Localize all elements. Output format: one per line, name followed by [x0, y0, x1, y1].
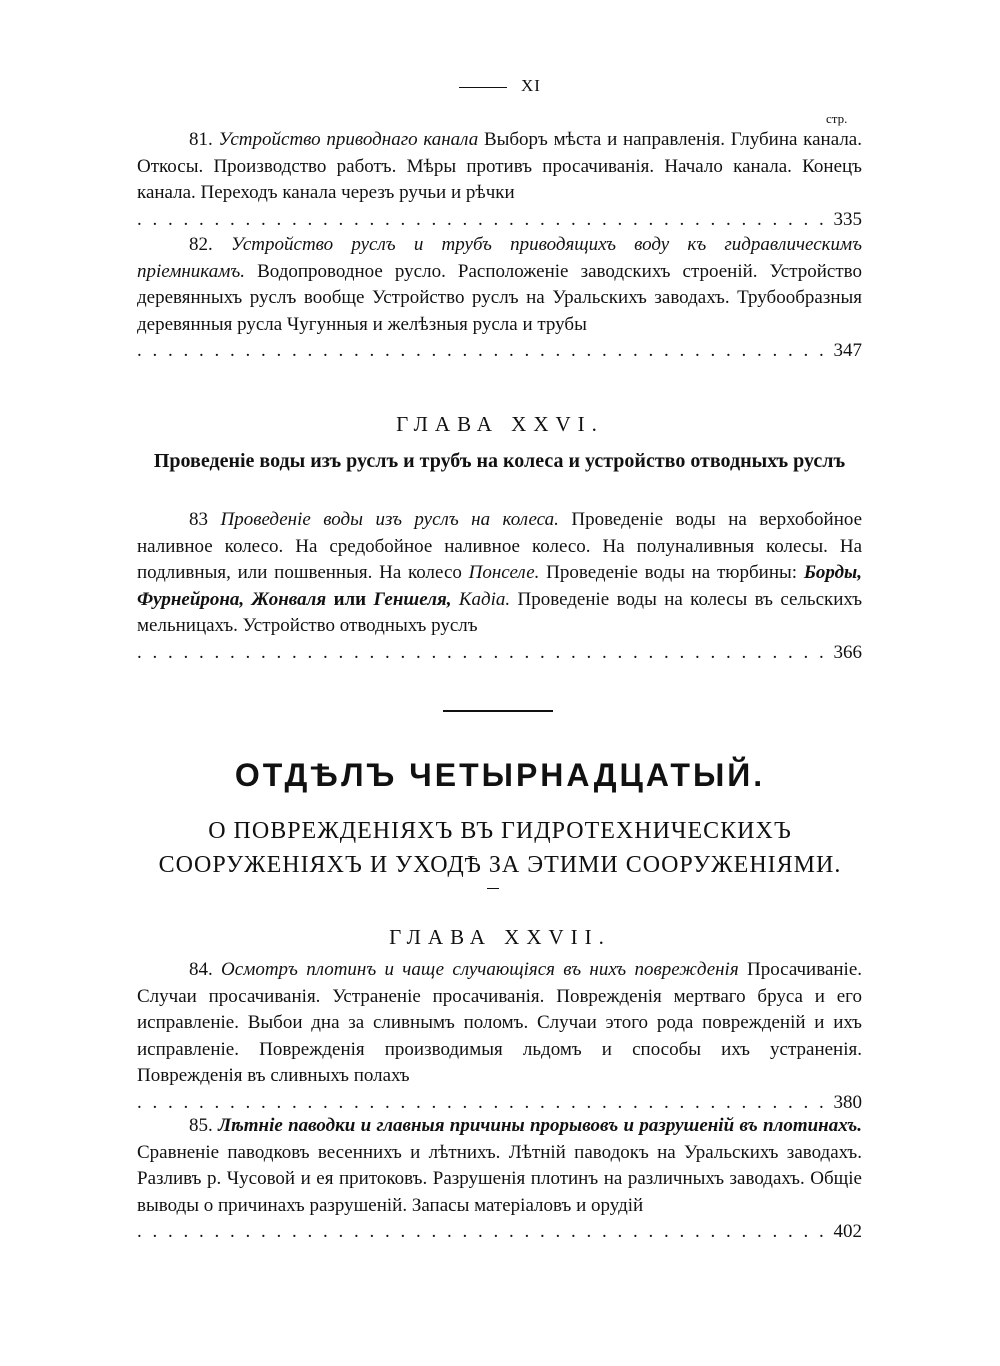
entry-leader-line [137, 640, 862, 667]
entry-text [137, 232, 862, 338]
entry-body: Просачиваніе. Случаи просачиванія. Устраненіе просачиванія. Поврежденія мертваго бруса и его исправленіе. Выбои дна за сливнымъ поломъ. Случаи этого рода поврежденій и ихъ исправленіе. Поврежденія производимыя льдомъ и способы ихъ устраненія. Поврежденія въ сливныхъ полахъ [137, 959, 863, 1086]
entry-number: 81. [189, 129, 213, 150]
chapter-heading-27: ГЛАВА XXVII. [389, 925, 611, 949]
entry-leader-line [137, 207, 862, 234]
entry-body: Водопроводное русло. Расположеніе заводскихъ строеній. Устройство деревянныхъ руслъ вообще Устройство руслъ на Уральскихъ заводахъ. Трубообразныя деревянныя русла Чугунныя и желѣзныя русла и трубы [137, 260, 863, 335]
entry-page: 380 [833, 1091, 862, 1113]
dot-leader [137, 1219, 828, 1246]
chapter-subtitle-26: Проведеніе воды изъ руслъ и трубъ на колеса и устройство отводныхъ руслъ [153, 450, 846, 472]
page-number: XI [521, 76, 541, 95]
entry-number: 85. [189, 1115, 213, 1136]
entry-leader-line [137, 338, 862, 365]
dot-leader [137, 640, 828, 667]
entry-text [137, 957, 862, 1090]
dot-leader [137, 338, 828, 365]
toc-entry-82 [137, 232, 862, 365]
entry-title: Осмотръ плотинъ и чаще случающіяся въ нихъ поврежденія [221, 959, 739, 980]
page-header [0, 76, 1000, 96]
entry-page: 347 [833, 340, 862, 361]
section-divider [443, 710, 553, 712]
entry-page: 335 [833, 208, 862, 230]
toc-entry-85 [137, 1113, 862, 1246]
toc-entry-81 [137, 127, 862, 233]
entry-text [137, 127, 862, 207]
header-rule [459, 87, 507, 88]
name-poncelet: Понселе. [468, 562, 540, 583]
entry-number: 84. [189, 959, 213, 980]
entry-title: Устройство руслъ и трубъ приводящихъ воду къ гидравлическимъ пріемникамъ. [137, 234, 862, 282]
name-henschel: Геншеля, [373, 588, 452, 610]
entry-text [137, 1113, 862, 1219]
toc-entry-84 [137, 957, 862, 1116]
entry-body-2: Проведеніе воды на тюрбины: [546, 562, 798, 583]
name-cadiat: Кадіа. [458, 588, 511, 610]
small-dash [487, 888, 499, 889]
entry-title: Проведеніе воды изъ руслъ на колеса. [220, 509, 559, 530]
section-title: ОТДѢЛЪ ЧЕТЫРНАДЦАТЫЙ. [234, 757, 766, 793]
name-borda: Борды, [803, 562, 862, 583]
entry-title: Лѣтніе паводки и главныя причины прорывовъ и разрушеній въ плотинахъ. [218, 1115, 863, 1136]
entry-number: 82. [189, 234, 213, 255]
entry-body: Сравненіе паводковъ весеннихъ и лѣтнихъ. Лѣтній паводокъ на Уральскихъ заводахъ. Разливъ р. Чусовой и ея притоковъ. Разрушенія плотинъ на различныхъ заводахъ. Общіе выводы о причинахъ разрушеній. Запасы матеріаловъ и орудій [137, 1141, 862, 1216]
entry-page: 402 [833, 1221, 862, 1242]
name-jonval: Жонваля [251, 588, 327, 610]
entry-text [137, 507, 862, 640]
entry-body-3: Проведеніе воды на колесы въ сельскихъ мельницахъ. Устройство отводныхъ руслъ [137, 588, 863, 636]
entry-title: Устройство приводнаго канала [218, 129, 479, 150]
page-column-label: стр. [826, 111, 848, 126]
dot-leader [137, 207, 828, 234]
section-subtitle: О ПОВРЕЖДЕНІЯХЪ ВЪ ГИДРОТЕХНИЧЕСКИХЪ СООРУЖЕНІЯХЪ И УХОДѢ ЗА ЭТИМИ СООРУЖЕНІЯМИ. [158, 818, 842, 878]
chapter-heading-26: ГЛАВА XXVI. [396, 412, 604, 436]
entry-leader-line [137, 1219, 862, 1246]
entry-body: Проведеніе воды на верхобойное наливное колесо. На средобойное наливное колесо. На полуналивныя колесы. На подливныя, или пошвенныя. На колесо [137, 509, 863, 583]
entry-number: 83 [189, 509, 208, 530]
entry-body: Выборъ мѣста и направленія. Глубина канала. Откосы. Производство работъ. Мѣры противъ просачиванія. Начало канала. Конецъ канала. Переходъ канала черезъ ручьи и рѣчки [137, 129, 862, 203]
word-or: или [333, 588, 367, 610]
name-fourneyron: Фурнейрона, [137, 588, 245, 610]
toc-entry-83 [137, 507, 862, 666]
entry-page: 366 [833, 641, 862, 663]
